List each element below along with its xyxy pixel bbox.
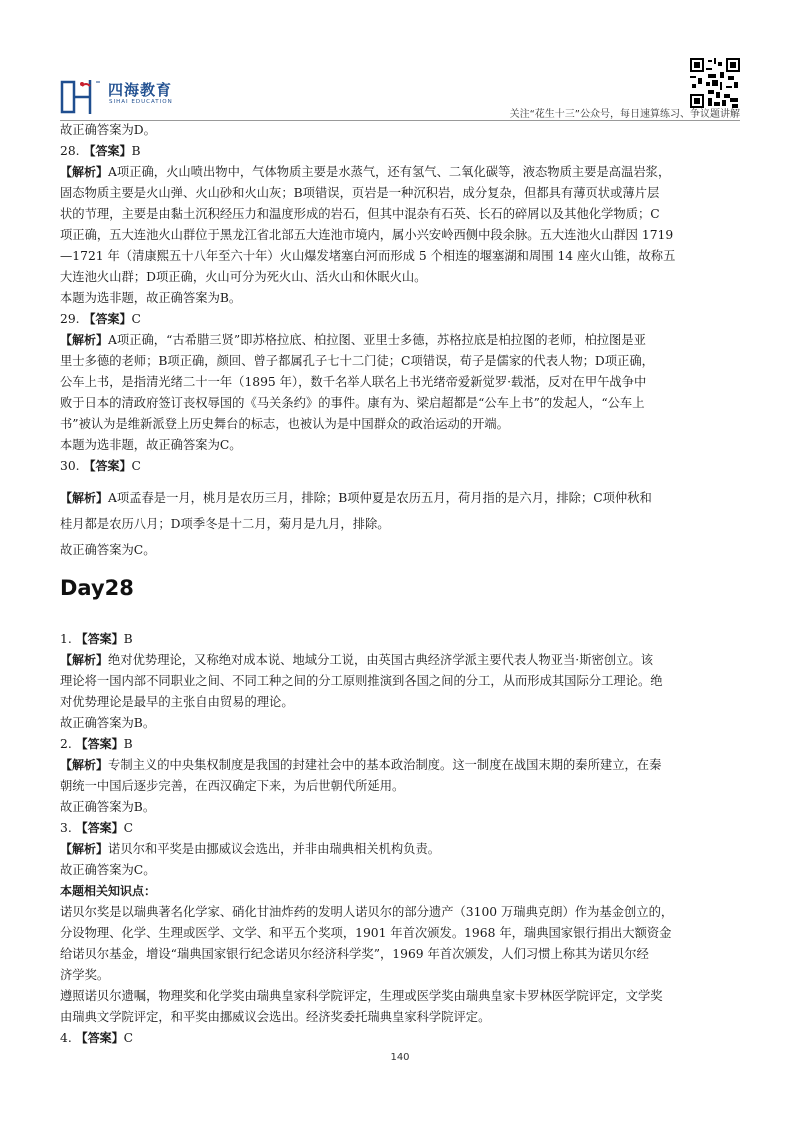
d2-answer-line bbox=[60, 734, 745, 755]
q29-answer-line bbox=[60, 309, 745, 330]
q29-analysis-line bbox=[60, 330, 745, 351]
knowledge-line: 由瑞典文学院评定，和平奖由挪威议会选出。经济奖委托瑞典皇家科学院评定。 bbox=[60, 1010, 491, 1024]
d4-number: 4. bbox=[60, 1031, 72, 1045]
d3-answer: C bbox=[123, 821, 134, 835]
d2-analysis-line: 朝统一中国后逐步完善，在西汉确定下来，为后世朝代所延用。 bbox=[60, 779, 405, 793]
q29-analysis-text: A项正确，“古希腊三贤”即苏格拉底、柏拉图、亚里士多德，苏格拉底是柏拉图的老师，柏拉图是亚 bbox=[108, 333, 646, 347]
d1-analysis-text: 绝对优势理论，又称绝对成本说、地域分工说，由英国古典经济学派主要代表人物亚当·斯密创立。该 bbox=[108, 653, 653, 667]
answer-label: 【答案】 bbox=[75, 821, 124, 835]
q28-analysis-line: —1721 年（清康熙五十八年至六十年）火山爆发堵塞白河而形成 5 个相连的堰塞湖和周围 14 座火山锥，故称五 bbox=[60, 249, 676, 263]
previous-conclusion: 故正确答案为D。 bbox=[60, 123, 156, 137]
q30-answer-line bbox=[60, 456, 745, 477]
answer-label: 【答案】 bbox=[75, 737, 124, 751]
answer-label: 【答案】 bbox=[83, 459, 132, 473]
d1-analysis-line: 理论将一国内部不同职业之间、不同工种之间的分工原则推演到各国之间的分工，从而形成其国际分工理论。绝 bbox=[60, 674, 663, 688]
analysis-label: 【解析】 bbox=[60, 165, 109, 179]
q30-analysis-line bbox=[60, 485, 745, 511]
d1-analysis-line bbox=[60, 650, 745, 671]
d3-analysis-text: 诺贝尔和平奖是由挪威议会选出，并非由瑞典相关机构负责。 bbox=[108, 842, 441, 856]
analysis-label: 【解析】 bbox=[60, 653, 109, 667]
knowledge-heading: 本题相关知识点： bbox=[60, 884, 157, 898]
analysis-label: 【解析】 bbox=[60, 333, 109, 347]
q28-analysis-line: 大连池火山群；D项正确，火山可分为死火山、活火山和休眠火山。 bbox=[60, 270, 427, 284]
q28-conclusion: 本题为选非题，故正确答案为B。 bbox=[60, 291, 242, 305]
q30-analysis-line: 桂月都是农历八月；D项季冬是十二月，菊月是九月，排除。 bbox=[60, 517, 390, 531]
d1-number: 1. bbox=[60, 632, 72, 646]
knowledge-line: 诺贝尔奖是以瑞典著名化学家、硝化甘油炸药的发明人诺贝尔的部分遗产（3100 万瑞典克朗）作为基金创立的， bbox=[60, 905, 674, 919]
q29-analysis-line: 败于日本的清政府签订丧权辱国的《马关条约》的事件。康有为、梁启超都是“公车上书”的发起人，“公车上 bbox=[60, 396, 645, 410]
d1-answer: B bbox=[123, 632, 133, 646]
q29-conclusion: 本题为选非题，故正确答案为C。 bbox=[60, 438, 242, 452]
d1-conclusion: 故正确答案为B。 bbox=[60, 716, 156, 730]
d3-analysis-line bbox=[60, 839, 745, 860]
q28-analysis-text: A项正确，火山喷出物中，气体物质主要是水蒸气，还有氢气、二氧化碳等，液态物质主要是高温岩浆， bbox=[108, 165, 671, 179]
d2-number: 2. bbox=[60, 737, 72, 751]
knowledge-line: 遵照诺贝尔遗嘱，物理奖和化学奖由瑞典皇家科学院评定，生理或医学奖由瑞典皇家卡罗林医学院评定，文学奖 bbox=[60, 989, 663, 1003]
answer-label: 【答案】 bbox=[75, 1031, 124, 1045]
q28-answer-line bbox=[60, 141, 745, 162]
d2-analysis-line bbox=[60, 755, 745, 776]
q29-analysis-line: 书”被认为是维新派登上历史舞台的标志，也被认为是中国群众的政治运动的开端。 bbox=[60, 417, 509, 431]
d3-number: 3. bbox=[60, 821, 72, 835]
analysis-label: 【解析】 bbox=[60, 758, 109, 772]
header-tagline: 关注“花生十三”公众号，每日速算练习、争议题讲解 bbox=[509, 109, 740, 120]
q28-answer: B bbox=[131, 144, 141, 158]
q29-number: 29. bbox=[60, 312, 80, 326]
q29-analysis-line: 公车上书，是指清光绪二十一年（1895 年），数千名举人联名上书光绪帝爱新觉罗·载湉，反对在甲午战争中 bbox=[60, 375, 647, 389]
q28-analysis-line: 固态物质主要是火山弹、火山砂和火山灰；B项错误，页岩是一种沉积岩，成分复杂，但都具有薄页状或薄片层 bbox=[60, 186, 660, 200]
day-heading: Day28 bbox=[60, 576, 134, 600]
d1-answer-line bbox=[60, 629, 745, 650]
q30-number: 30. bbox=[60, 459, 80, 473]
d2-conclusion: 故正确答案为B。 bbox=[60, 800, 156, 814]
q28-number: 28. bbox=[60, 144, 80, 158]
q28-analysis-line: 状的节理，主要是由黏土沉积经压力和温度形成的岩石，但其中混杂有石英、长石的碎屑以及其他化学物质；C bbox=[60, 207, 660, 221]
q30-analysis-text: A项孟春是一月，桃月是农历三月，排除；B项仲夏是农历五月，荷月指的是六月，排除；C项仲秋和 bbox=[108, 491, 652, 505]
d3-answer-line bbox=[60, 818, 745, 839]
knowledge-line: 给诺贝尔基金，增设“瑞典国家银行纪念诺贝尔经济科学奖”，1969 年首次颁发，人们习惯上称其为诺贝尔经 bbox=[60, 947, 649, 961]
d2-analysis-text: 专制主义的中央集权制度是我国的封建社会中的基本政治制度。这一制度在战国末期的秦所建立，在秦 bbox=[108, 758, 662, 772]
d2-answer: B bbox=[123, 737, 133, 751]
q29-analysis-line: 里士多德的老师；B项正确，颜回、曾子都属孔子七十二门徒；C项错误，荀子是儒家的代表人物；D项正确， bbox=[60, 354, 654, 368]
logo-subtitle: SIHAI EDUCATION bbox=[109, 99, 173, 105]
q29-answer: C bbox=[131, 312, 141, 326]
q28-analysis-line bbox=[60, 162, 745, 183]
answer-label: 【答案】 bbox=[83, 144, 132, 158]
q30-answer: C bbox=[131, 459, 141, 473]
analysis-label: 【解析】 bbox=[60, 491, 109, 505]
answer-label: 【答案】 bbox=[75, 632, 124, 646]
q28-analysis-line: 项正确，五大连池火山群位于黑龙江省北部五大连池市境内，属小兴安岭西侧中段余脉。五大连池火山群因 1719 bbox=[60, 228, 674, 242]
d1-analysis-line: 对优势理论是最早的主张自由贸易的理论。 bbox=[60, 695, 294, 709]
knowledge-line: 分设物理、化学、生理或医学、文学、和平五个奖项，1901 年首次颁发。1968 年，瑞典国家银行捐出大额资金 bbox=[60, 926, 672, 940]
answer-label: 【答案】 bbox=[83, 312, 132, 326]
logo-name: 四海教育 bbox=[108, 81, 173, 99]
knowledge-line: 济学奖。 bbox=[60, 968, 110, 982]
analysis-label: 【解析】 bbox=[60, 842, 109, 856]
answer-content bbox=[60, 120, 745, 1049]
page-number: 140 bbox=[390, 1052, 410, 1063]
q30-conclusion: 故正确答案为C。 bbox=[60, 543, 156, 557]
d4-answer: C bbox=[123, 1031, 134, 1045]
qr-code-icon bbox=[690, 58, 740, 108]
spacer bbox=[60, 477, 745, 485]
d3-conclusion: 故正确答案为C。 bbox=[60, 863, 156, 877]
d4-answer-line bbox=[60, 1028, 745, 1049]
